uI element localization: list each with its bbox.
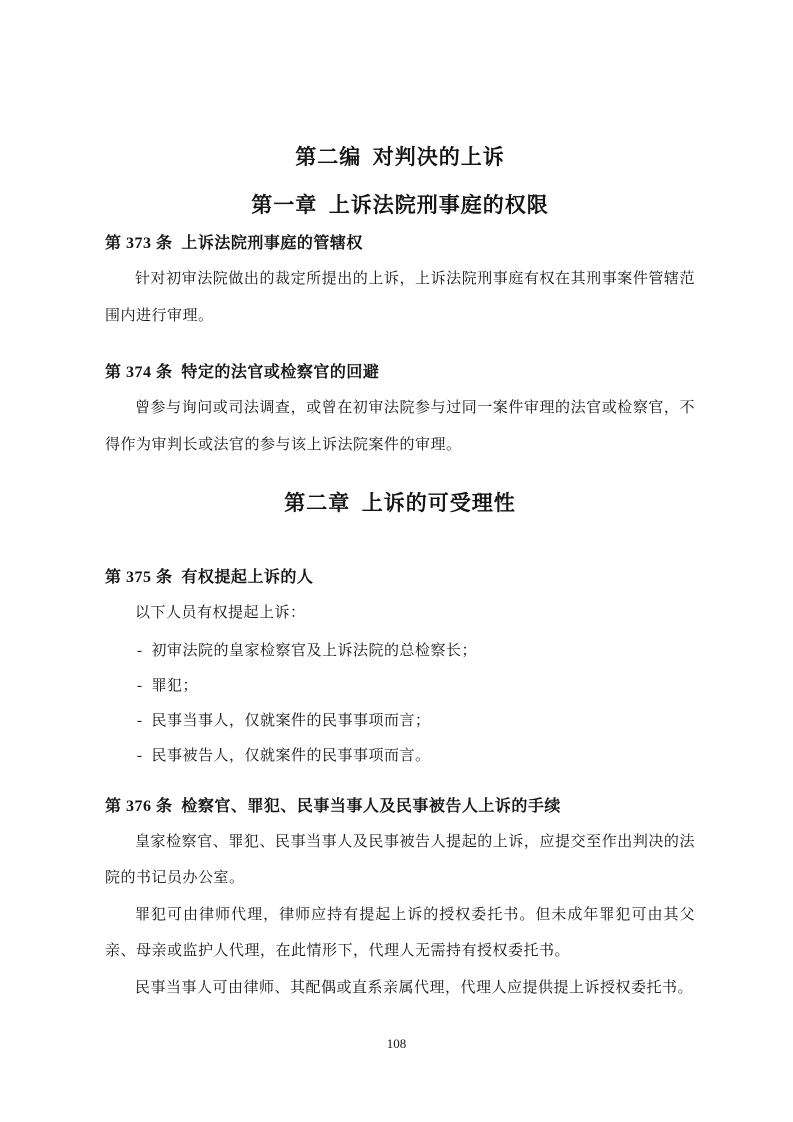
article-376-label: 第 376 条 bbox=[105, 797, 173, 815]
bullet-marker: - bbox=[137, 747, 143, 764]
part-label: 第二编 bbox=[295, 145, 362, 169]
article-373-title: 上诉法院刑事庭的管辖权 bbox=[181, 235, 363, 252]
list-item bbox=[137, 669, 695, 704]
article-375 bbox=[105, 567, 695, 774]
article-376 bbox=[105, 796, 695, 1007]
article-375-bullet-list bbox=[105, 634, 695, 774]
article-375-title: 有权提起上诉的人 bbox=[181, 569, 314, 586]
article-374-title: 特定的法官或检察官的回避 bbox=[181, 364, 380, 381]
article-374-heading bbox=[105, 362, 695, 383]
part-title bbox=[105, 0, 695, 170]
chapter-1-title-text: 上诉法院刑事庭的权限 bbox=[328, 193, 549, 217]
list-item bbox=[137, 704, 695, 739]
article-374-label: 第 374 条 bbox=[105, 364, 173, 381]
bullet-text: 罪犯； bbox=[151, 677, 199, 694]
article-376-paragraph: 民事当事人可由律师、其配偶或直系亲属代理，代理人应提供提上诉授权委托书。 bbox=[135, 979, 694, 996]
list-item bbox=[137, 739, 695, 774]
list-item bbox=[137, 634, 695, 669]
article-375-heading bbox=[105, 567, 695, 588]
bullet-marker: - bbox=[137, 642, 143, 659]
article-376-paragraph: 罪犯可由律师代理，律师应持有提起上诉的授权委托书。但未成年罪犯可由其父亲、母亲或监护人代理，在此情形下，代理人无需持有授权委托书。 bbox=[105, 906, 695, 959]
article-376-heading bbox=[105, 796, 695, 817]
article-376-paragraph: 皇家检察官、罪犯、民事当事人及民事被告人提起的上诉，应提交至作出判决的法院的书记员办公室。 bbox=[105, 833, 695, 886]
chapter-2-title bbox=[105, 490, 695, 516]
article-374-paragraph: 曾参与询问或司法调查，或曾在初审法院参与过同一案件审理的法官或检察官，不得作为审判长或法官的参与该上诉法院案件的审理。 bbox=[105, 400, 695, 453]
article-375-label: 第 375 条 bbox=[105, 569, 173, 586]
page-number: 108 bbox=[386, 1036, 407, 1051]
chapter-2-label: 第二章 bbox=[284, 491, 351, 515]
article-373-label: 第 373 条 bbox=[105, 235, 173, 252]
article-376-title: 检察官、罪犯、民事当事人及民事被告人上诉的手续 bbox=[181, 797, 561, 815]
chapter-1-title bbox=[105, 192, 695, 218]
bullet-marker: - bbox=[137, 712, 143, 729]
article-373-heading bbox=[105, 233, 695, 254]
bullet-marker: - bbox=[137, 677, 143, 694]
article-373-paragraph: 针对初审法院做出的裁定所提出的上诉，上诉法院刑事庭有权在其刑事案件管辖范围内进行审理。 bbox=[105, 271, 695, 324]
article-374 bbox=[105, 362, 695, 463]
bullet-text: 初审法院的皇家检察官及上诉法院的总检察长； bbox=[151, 642, 478, 659]
chapter-1-label: 第一章 bbox=[251, 193, 318, 217]
chapter-2-title-text: 上诉的可受理性 bbox=[361, 491, 516, 515]
bullet-text: 民事当事人，仅就案件的民事事项而言； bbox=[151, 712, 431, 729]
article-373 bbox=[105, 233, 695, 334]
article-375-intro: 以下人员有权提起上诉： bbox=[135, 605, 306, 621]
bullet-text: 民事被告人，仅就案件的民事事项而言。 bbox=[151, 747, 431, 764]
part-title-text: 对判决的上诉 bbox=[372, 145, 505, 169]
